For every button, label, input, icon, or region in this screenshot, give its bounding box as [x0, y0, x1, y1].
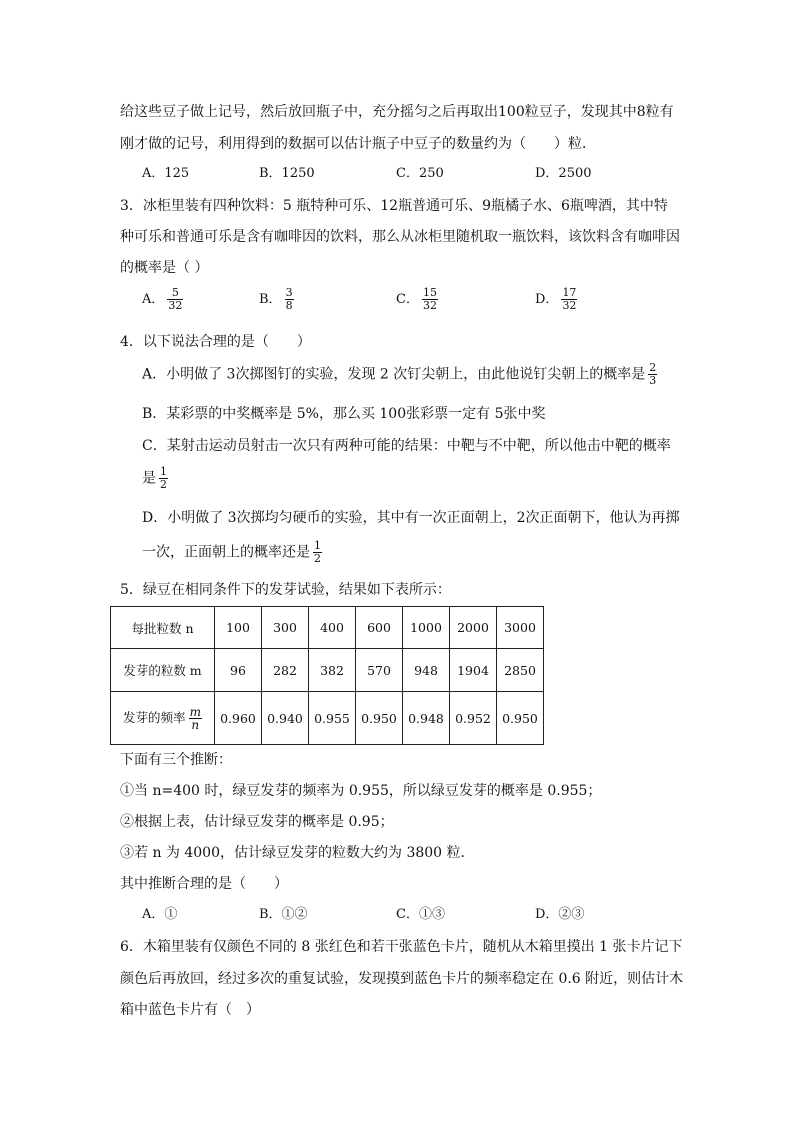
fraction: [285, 287, 294, 312]
table-cell: 0.952: [450, 692, 497, 745]
fraction-numerator: 2: [649, 361, 657, 374]
q2-option-a: A．125: [142, 166, 190, 181]
table-cell: 600: [356, 607, 403, 649]
fraction: [313, 540, 322, 565]
table-cell: 0.955: [309, 692, 356, 745]
table-cell: 300: [262, 607, 309, 649]
q5-statement-1: ①当 n=400 时，绿豆发芽的频率为 0.955，所以绿豆发芽的概率是 0.955；: [120, 783, 602, 799]
table-row: [111, 607, 544, 649]
q5-intro: 下面有三个推断：: [120, 752, 232, 768]
q3-line-3: 的概率是（ ）: [120, 260, 209, 276]
fraction-numerator: 15: [422, 286, 437, 299]
fraction: [189, 706, 202, 731]
q6-line-2: 颜色后再放回，经过多次的重复试验，发现摸到蓝色卡片的频率稳定在 0.6 附近，则估计木: [120, 971, 684, 987]
fraction: [167, 287, 183, 312]
q5-option-c: C．①③: [396, 907, 445, 922]
fraction: [561, 287, 577, 312]
table-cell: 1904: [450, 649, 497, 692]
table-cell: 100: [215, 607, 262, 649]
table-cell: 2850: [497, 649, 544, 692]
q4-option-a-text: A．小明做了 3次掷图钉的实验，发现 2 次钉尖朝上，由此他说钉尖朝上的概率是: [142, 366, 646, 383]
fraction-denominator: 32: [562, 299, 577, 312]
table-cell: 282: [262, 649, 309, 692]
table-cell: 0.948: [403, 692, 450, 745]
q2-option-c: C．250: [396, 166, 444, 181]
q4-option-d-line-2: [142, 540, 322, 565]
q6-line-1: 6．木箱里装有仅颜色不同的 8 张红色和若干张蓝色卡片，随机从木箱里摸出 1 张卡片记下: [120, 939, 683, 955]
option-letter: C．: [396, 292, 419, 307]
q4-option-c-line-1: C．某射击运动员射击一次只有两种可能的结果：中靶与不中靶，所以他击中靶的概率: [142, 438, 671, 454]
q3-option-a: [142, 287, 183, 312]
table-cell: 948: [403, 649, 450, 692]
q4-stem: 4．以下说法合理的是（ ）: [120, 334, 311, 350]
table-row-header: 每批粒数 n: [111, 607, 215, 649]
fraction-denominator: 3: [649, 374, 657, 387]
fraction-numerator: 1: [160, 465, 167, 478]
q4-option-a: [142, 362, 657, 387]
q3-line-2: 种可乐和普通可乐是含有咖啡因的饮料，那么从冰柜里随机取一瓶饮料，该饮料含有咖啡因: [120, 229, 680, 245]
fraction-numerator: 5: [167, 287, 183, 300]
table-cell: 0.950: [497, 692, 544, 745]
table-cell: 96: [215, 649, 262, 692]
q3-option-b: [259, 287, 294, 312]
table-cell: 1000: [403, 607, 450, 649]
table-row-header: 发芽的粒数 m: [111, 649, 215, 692]
q2-line-1: 给这些豆子做上记号，然后放回瓶子中，充分摇匀之后再取出100粒豆子，发现其中8粒有: [120, 104, 674, 120]
table-cell: 570: [356, 649, 403, 692]
table-cell: 0.950: [356, 692, 403, 745]
fraction-denominator: 32: [422, 299, 437, 312]
table-cell: 0.960: [215, 692, 262, 745]
option-letter: D．: [535, 292, 559, 307]
option-letter: B．: [259, 292, 282, 307]
table-row-header: [111, 692, 215, 745]
q6-line-3: 箱中蓝色卡片有（ ）: [120, 1002, 260, 1018]
fraction: [422, 287, 438, 312]
table-cell: 3000: [497, 607, 544, 649]
q3-option-c: [396, 287, 438, 312]
option-letter: A．: [142, 292, 165, 307]
q4-option-d-line-1: D．小明做了 3次掷均匀硬币的实验，其中有一次正面朝上，2次正面朝下，他认为再掷: [142, 510, 680, 526]
fraction-denominator: 8: [285, 299, 293, 312]
fraction: [648, 362, 657, 387]
q5-question: 其中推断合理的是（ ）: [120, 876, 288, 892]
q5-statement-2: ②根据上表，估计绿豆发芽的概率是 0.95；: [120, 814, 394, 830]
table-row: [111, 649, 544, 692]
q5-option-a: A．①: [142, 907, 178, 922]
fraction-numerator: 3: [285, 286, 293, 299]
q4-option-d-text: 一次，正面朝上的概率还是: [142, 544, 310, 561]
q5-option-d: D．②③: [535, 907, 585, 922]
fraction: [159, 466, 168, 491]
q5-option-b: B．①②: [259, 907, 308, 922]
fraction-denominator: 32: [168, 299, 183, 312]
fraction-numerator: 17: [562, 286, 577, 299]
q5-statement-3: ③若 n 为 4000，估计绿豆发芽的粒数大约为 3800 粒．: [120, 845, 475, 861]
q5-stem: 5．绿豆在相同条件下的发芽试验，结果如下表所示：: [120, 582, 451, 598]
germination-table: [110, 606, 544, 745]
q3-line-1: 3．冰柜里装有四种饮料：5 瓶特种可乐、12瓶普通可乐、9瓶橘子水、6瓶啤酒，其中特: [120, 198, 668, 214]
fraction-numerator: 1: [314, 539, 321, 552]
q2-option-b: B．1250: [259, 166, 315, 181]
table-cell: 400: [309, 607, 356, 649]
table-cell: 382: [309, 649, 356, 692]
q4-option-c-text: 是: [142, 470, 156, 487]
q2-line-2: 刚才做的记号，利用得到的数据可以估计瓶子中豆子的数量约为（ ）粒．: [120, 136, 596, 152]
q4-option-b: B．某彩票的中奖概率是 5%，那么买 100张彩票一定有 5张中奖: [142, 406, 546, 422]
q4-option-c-line-2: [142, 466, 168, 491]
q3-option-d: [535, 287, 577, 312]
fraction-denominator: 2: [314, 552, 321, 565]
table-row: [111, 692, 544, 745]
table-cell: 0.940: [262, 692, 309, 745]
fraction-denominator: 2: [160, 478, 167, 491]
q2-option-d: D．2500: [535, 166, 592, 181]
fraction-numerator: m: [189, 704, 201, 719]
fraction-denominator: n: [191, 717, 200, 732]
frequency-label: 发芽的频率: [123, 709, 186, 725]
table-cell: 2000: [450, 607, 497, 649]
